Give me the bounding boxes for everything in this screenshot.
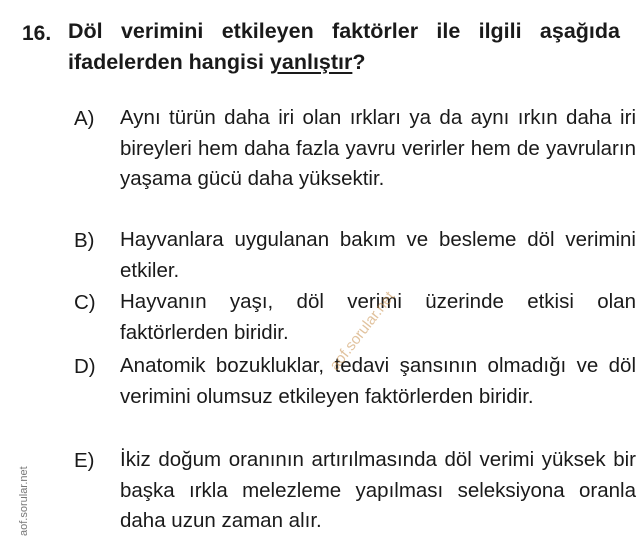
option-b[interactable]	[74, 226, 634, 286]
option-e[interactable]	[74, 446, 634, 538]
question-stem-emphasis: yanlıştır	[269, 50, 353, 74]
question-stem	[68, 16, 620, 78]
option-text: İkiz doğum oranının artırılmasında döl verimi yüksek bir başka ırkla melezleme yapılması seleksiyona oranla daha uzun zaman alır.	[120, 448, 636, 532]
option-text: Anatomik bozukluklar, tedavi şansının olmadığı ve döl verimini olumsuz etkileyen faktörlerden biridir.	[120, 354, 636, 408]
question-stem-main: Döl verimini etkileyen faktörler ile ilgili aşağıda ifadelerden hangisi	[68, 19, 620, 74]
option-d[interactable]	[74, 352, 634, 442]
diagonal-watermark: aof.sorular.net	[326, 288, 399, 374]
option-letter: A)	[74, 107, 95, 130]
question-stem-end: ?	[352, 50, 366, 74]
option-letter: B)	[74, 229, 95, 252]
option-text: Hayvanlara uygulanan bakım ve besleme döl verimini etkiler.	[120, 228, 636, 282]
option-letter: E)	[74, 449, 95, 472]
option-letter: D)	[74, 355, 96, 378]
option-letter: C)	[74, 291, 96, 314]
question-number: 16.	[22, 22, 52, 45]
option-text: Aynı türün daha iri olan ırkları ya da aynı ırkın daha iri bireyleri hem daha fazla yavru verirler hem de yavruların yaşama gücü daha yüksektir.	[120, 106, 636, 190]
option-text: Hayvanın yaşı, döl verimi üzerinde etkisi olan faktörlerden biridir.	[120, 290, 636, 344]
side-watermark: aof.sorular.net	[18, 466, 30, 536]
option-a[interactable]	[74, 104, 634, 224]
